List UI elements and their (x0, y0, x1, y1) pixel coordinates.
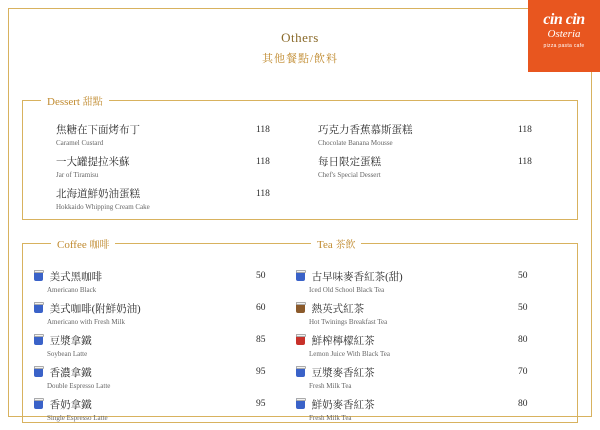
menu-item-price: 70 (518, 367, 528, 377)
dessert-column-right (318, 124, 548, 188)
menu-item-subtitle: Soybean Latte (47, 350, 88, 358)
menu-item-name: 豆漿拿鐵 (49, 336, 92, 347)
menu-item-name: 鮮榨檸檬紅茶 (311, 336, 375, 347)
menu-item-price: 118 (518, 125, 532, 135)
menu-item-subtitle: Double Espresso Latte (47, 382, 111, 390)
menu-item-text (56, 188, 150, 212)
section-title-dessert-en: Dessert (47, 96, 80, 108)
menu-item-name-row (34, 270, 102, 284)
menu-item-price: 95 (256, 367, 266, 377)
menu-item-text (318, 156, 381, 180)
menu-item-subtitle: Chef's Special Dessert (318, 171, 381, 179)
menu-item-name: 古早味麥香紅茶(甜) (311, 272, 403, 283)
menu-item-subtitle: Caramel Custard (56, 139, 104, 147)
tea-column (296, 270, 546, 430)
drink-cup-icon (34, 398, 43, 409)
menu-item-price: 50 (518, 303, 528, 313)
section-title-coffee-zh: 咖啡 (89, 240, 110, 251)
menu-item (34, 302, 284, 334)
menu-item-text (34, 334, 92, 359)
menu-item (318, 124, 548, 156)
menu-item (34, 398, 284, 430)
menu-item-name-row (34, 334, 92, 348)
drink-cup-icon (296, 366, 305, 377)
menu-item-subtitle: Jar of Tiramisu (56, 171, 99, 179)
menu-item-text (296, 302, 387, 327)
menu-item-name: 美式咖啡(附鮮奶油) (49, 304, 141, 315)
menu-item-price: 80 (518, 335, 528, 345)
menu-item-text (296, 398, 375, 423)
drink-cup-icon (34, 366, 43, 377)
section-title-dessert-zh: 甜點 (82, 97, 103, 108)
page-title (0, 30, 600, 66)
coffee-column (34, 270, 284, 430)
menu-item-subtitle: Chocolate Banana Mousse (318, 139, 393, 147)
menu-item (296, 302, 546, 334)
menu-item-price: 118 (256, 125, 270, 135)
menu-item-text (34, 302, 141, 327)
drink-cup-icon (296, 270, 305, 281)
section-title-dessert (41, 93, 109, 108)
menu-item-price: 118 (256, 157, 270, 167)
section-title-tea-zh: 茶飲 (335, 240, 356, 251)
menu-item-name: 豆漿麥香紅茶 (311, 368, 375, 379)
menu-item-price: 80 (518, 399, 528, 409)
menu-item-name: 美式黑咖啡 (49, 272, 103, 283)
drink-cup-icon (296, 398, 305, 409)
menu-item-text (34, 270, 102, 295)
menu-item-subtitle: Fresh Milk Tea (309, 414, 352, 422)
menu-item-name: 每日限定蛋糕 (318, 157, 381, 168)
menu-item-subtitle: Hokkaido Whipping Cream Cake (56, 203, 150, 211)
menu-item-text (56, 124, 140, 148)
menu-item-name-row (296, 270, 403, 284)
menu-item (296, 270, 546, 302)
menu-item-subtitle: Hot Twinings Breakfast Tea (309, 318, 388, 326)
menu-item (318, 156, 548, 188)
section-title-coffee (51, 236, 115, 251)
menu-item (34, 366, 284, 398)
menu-item (34, 270, 284, 302)
drink-cup-icon (34, 270, 43, 281)
menu-item (56, 124, 286, 156)
section-title-tea-en: Tea (317, 239, 333, 251)
menu-item-text (34, 398, 108, 423)
menu-item (296, 334, 546, 366)
menu-item-subtitle: Americano with Fresh Milk (47, 318, 125, 326)
menu-item-subtitle: Iced Old School Black Tea (309, 286, 385, 294)
menu-item-price: 50 (518, 271, 528, 281)
menu-item-name-row (296, 334, 390, 348)
drink-cup-icon (296, 302, 305, 313)
menu-item (34, 334, 284, 366)
page-title-en: Others (281, 30, 319, 45)
section-title-tea (311, 236, 361, 251)
menu-item-price: 85 (256, 335, 266, 345)
menu-item-price: 118 (518, 157, 532, 167)
menu-item (296, 366, 546, 398)
menu-item-subtitle: Single Espresso Latte (47, 414, 108, 422)
menu-item-name: 香濃拿鐵 (49, 368, 92, 379)
menu-item-name-row (296, 366, 375, 380)
menu-item-name: 香奶拿鐵 (49, 400, 92, 411)
menu-item-subtitle: Fresh Milk Tea (309, 382, 352, 390)
menu-item-name-row (296, 302, 387, 316)
menu-item-name: 熱英式紅茶 (311, 304, 365, 315)
menu-item-name: 巧克力香蕉慕斯蛋糕 (318, 125, 413, 136)
menu-item (296, 398, 546, 430)
menu-item-text (56, 156, 130, 180)
menu-item-price: 95 (256, 399, 266, 409)
menu-item (56, 156, 286, 188)
menu-item-name: 焦糖在下面烤布丁 (56, 125, 140, 136)
drink-cup-icon (34, 334, 43, 345)
section-title-coffee-en: Coffee (57, 239, 87, 251)
drink-cup-icon (34, 302, 43, 313)
logo-sub-text: Osteria (547, 28, 581, 40)
menu-item-name: 鮮奶麥香紅茶 (311, 400, 375, 411)
menu-item-text (296, 334, 390, 359)
menu-item-subtitle: Americano Black (47, 286, 97, 294)
dessert-column-left (56, 124, 286, 220)
menu-item-name: 北海道鮮奶油蛋糕 (56, 189, 140, 200)
logo-tagline: pizza pasta cafe (543, 43, 585, 49)
menu-item-name-row (296, 398, 375, 412)
menu-item-text (296, 270, 403, 295)
menu-item-name-row (34, 366, 110, 380)
menu-item-price: 60 (256, 303, 266, 313)
drink-cup-icon (296, 334, 305, 345)
menu-item-name: 一大罐提拉米蘇 (56, 157, 130, 168)
menu-item-name-row (34, 398, 108, 412)
page-title-zh: 其他餐點/飲料 (261, 53, 339, 65)
menu-item-subtitle: Lemon Juice With Black Tea (309, 350, 391, 358)
logo-main-text: cin cin (543, 11, 585, 28)
menu-item-price: 50 (256, 271, 266, 281)
menu-item-text (34, 366, 110, 391)
menu-item-text (296, 366, 375, 391)
menu-item-text (318, 124, 413, 148)
menu-item (56, 188, 286, 220)
menu-item-name-row (34, 302, 141, 316)
menu-item-price: 118 (256, 189, 270, 199)
